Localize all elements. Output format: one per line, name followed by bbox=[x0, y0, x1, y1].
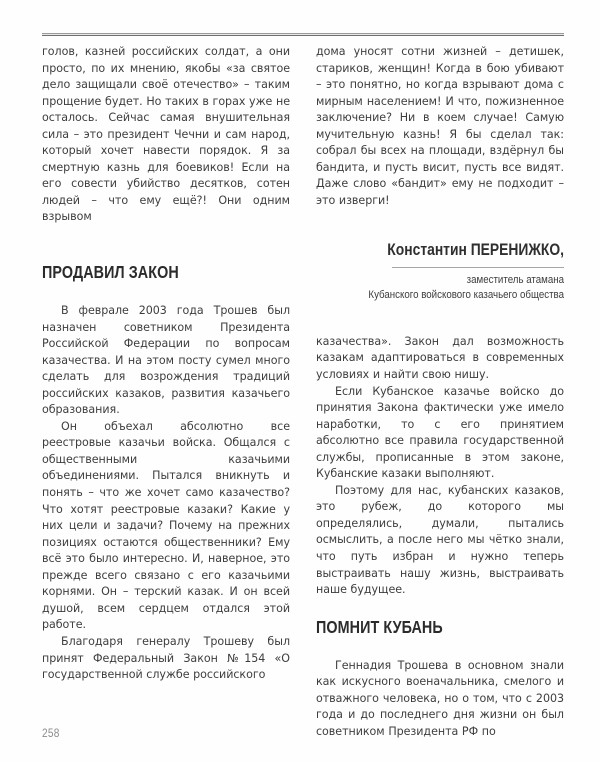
left-column bbox=[42, 44, 290, 684]
paragraph-milestone: Поэтому для нас, кубанских казаков, это рубеж, до которого мы определялись, думали, пытались осмыслить, а после него мы чётко знали, что путь избран и нужно теперь выстраивать нашу жизнь, выстраивать наше будущее. bbox=[316, 483, 564, 597]
heading-prodavil-zakon: ПРОДАВИЛ ЗАКОН bbox=[42, 262, 179, 283]
paragraph-law-adopted: Благодаря генералу Трошеву был принят Федеральный Закон №154 «О государственной службе российского bbox=[42, 634, 290, 682]
paragraph-law-continued: казачества». Закон дал возможность казакам адаптироваться в современных условиях и найти свою нишу. bbox=[316, 334, 564, 381]
signature-role-line-2: Кубанского войскового казачьего общества bbox=[368, 288, 564, 301]
paragraph-continued-speech: голов, казней российских солдат, а они просто, по их мнению, якобы «за святое дело защищали своё отечество» – таким прощение будет. Но таких в горах уже не осталось. Сейчас самая внушительная сила – это президент Чечни и сам народ, который хочет навести порядок. Я за смертную казнь для боевиков! Если на его совести убийство десятков, сотен людей – что ему ещё?! Они одним взрывом bbox=[42, 45, 290, 224]
header-rule bbox=[42, 33, 564, 36]
signature-role-line-1: заместитель атамана bbox=[466, 274, 564, 287]
heading-pomnit-kuban: ПОМНИТ КУБАНЬ bbox=[316, 616, 443, 637]
paragraph-travels: Он объехал абсолютно все реестровые казачьи войска. Общался с общественными казачьими объединениями. Пытался вникнуть и понять – что же хочет само казачество? Что хотят реестровые казаки? Какие у них цели и задачи? Почему на прежних позициях остаются общественники? Ему всё это было интересно. И, наверное, это прежде всего связано с его казачьими корнями. Он – терский казак. И он всей душой, всем сердцем отдался этой работе. bbox=[42, 419, 290, 632]
paragraph-kuban-host: Если Кубанское казачье войско до принятия Закона фактически уже имело наработки, то с его принятием абсолютно все правила государственной службы, прописанные в этом законе, Кубанские казаки выполняют. bbox=[316, 384, 564, 481]
page-number: 258 bbox=[42, 728, 60, 740]
paragraph-remembrance: Геннадия Трошева в основном знали как искусного военачальника, смелого и отважного человека, но о том, что с 2003 года и до последнего дня жизни он был советником Президента РФ по bbox=[316, 658, 564, 738]
signature-divider bbox=[392, 267, 564, 268]
paragraph-appointment: В феврале 2003 года Трошев был назначен советником Президента Российской Федерации по вопросам казачества. И на этом посту сумел много сделать для возрождения традиций российских казаков, развития казачьего образования. bbox=[42, 304, 290, 417]
signature-block bbox=[316, 241, 564, 301]
signature-name: Константин ПЕРЕНИЖКО, bbox=[387, 241, 564, 260]
right-column bbox=[316, 44, 564, 740]
paragraph-continued-speech-2: дома уносят сотни жизней – детишек, стариков, женщин! Когда в бою убивают – это понятно, но когда взрывают дома с мирным населением! И что, пожизненное заключение? Ни в коем случае! Самую мучительную казнь! Я бы сделал так: собрал бы всех на площади, вздёрнул бы бандита, и пусть висит, пусть все видят. Даже слово «бандит» ему не подходит – это изверги! bbox=[316, 45, 564, 207]
